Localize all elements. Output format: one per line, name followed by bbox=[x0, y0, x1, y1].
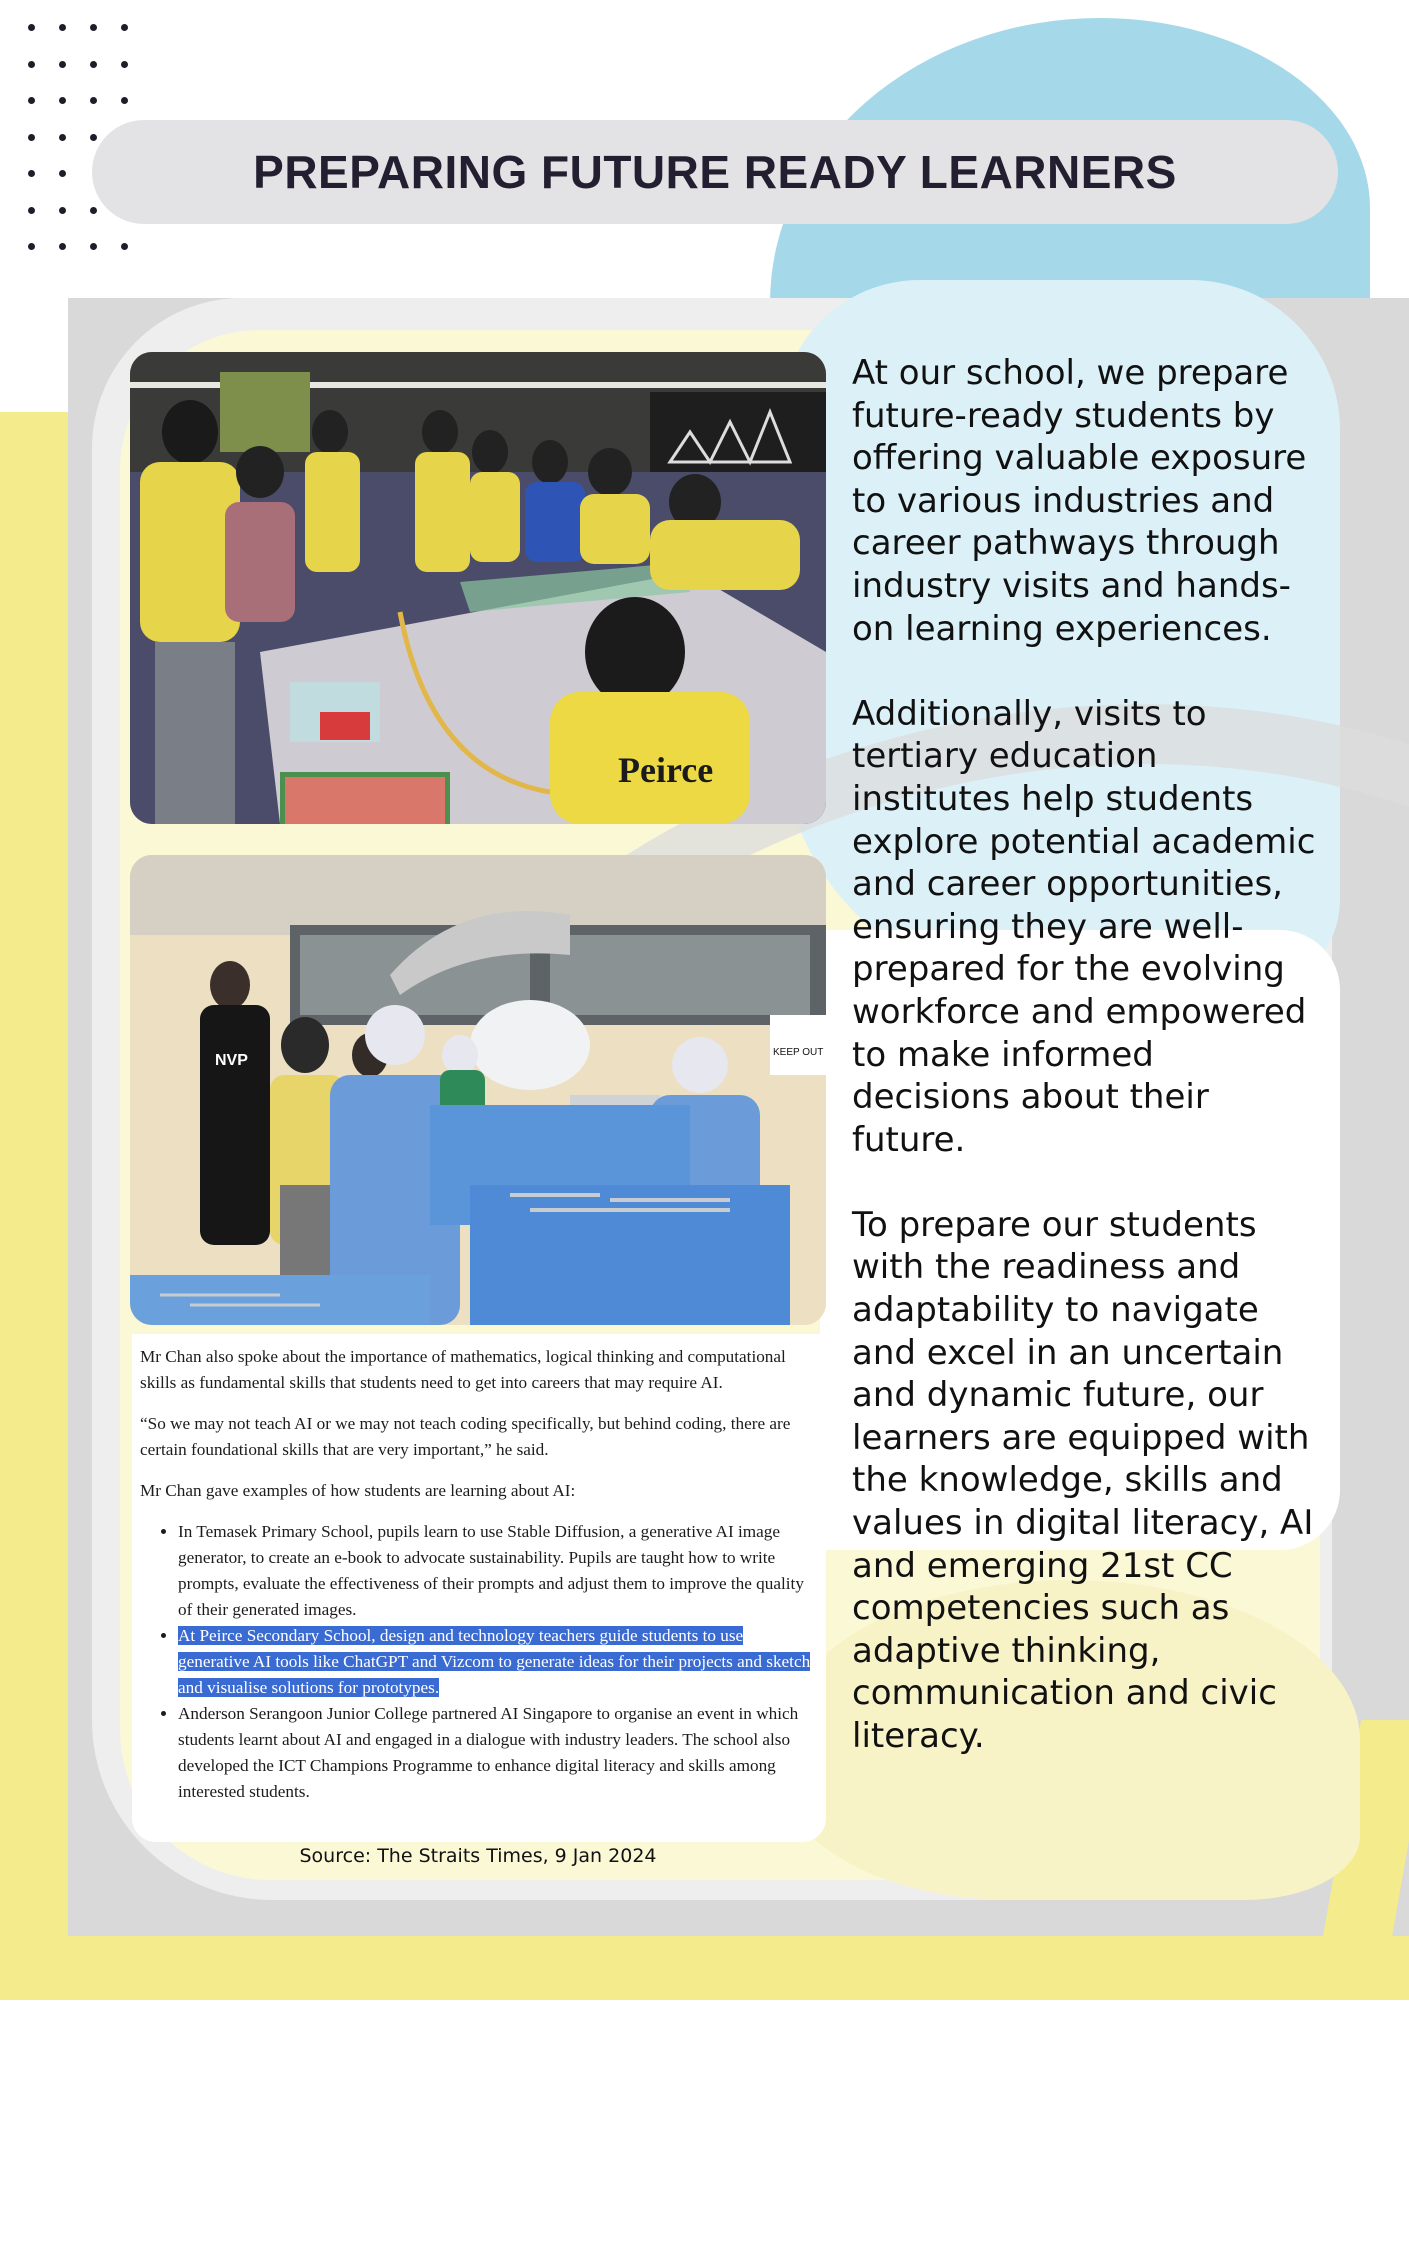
highlighted-text-selection[interactable]: At Peirce Secondary School, design and technology teachers guide students to use generative AI tools like ChatGPT and Vizcom to generate ideas for their projects and sketch and visualise solutions for prototypes. bbox=[178, 1626, 811, 1697]
dot bbox=[59, 243, 66, 250]
dot bbox=[90, 61, 97, 68]
article-bullet-text: Anderson Serangoon Junior College partnered AI Singapore to organise an event in which students learnt about AI and engaged in a dialogue with industry leaders. The school also developed the ICT Champions Programme to enhance digital literacy and skills among interested students. bbox=[178, 1704, 799, 1801]
dot bbox=[28, 243, 35, 250]
article-paragraph: “So we may not teach AI or we may not teach coding specifically, but behind coding, there are certain foundational skills that are very important,” he said. bbox=[140, 1414, 791, 1459]
dot bbox=[90, 207, 97, 214]
dot bbox=[121, 61, 128, 68]
dot bbox=[28, 134, 35, 141]
dot bbox=[121, 24, 128, 31]
body-paragraph-tertiary-visits: Additionally, visits to tertiary education institutes help students explore potential academic and career opportunities, ensuring they are well-prepared for the evolving workforce and empowered to make informed decisions about their future. bbox=[852, 693, 1316, 1160]
article-paragraph: Mr Chan also spoke about the importance of mathematics, logical thinking and computational skills as fundamental skills that students need to get into careers that may require AI. bbox=[140, 1347, 786, 1392]
photo-robotics-activity bbox=[130, 352, 826, 824]
dot bbox=[90, 134, 97, 141]
page-title: PREPARING FUTURE READY LEARNERS bbox=[253, 146, 1177, 198]
title-banner bbox=[92, 120, 1338, 224]
photo-students-operating-theatre-icon bbox=[130, 855, 826, 1325]
article-paragraph: Mr Chan gave examples of how students are learning about AI: bbox=[140, 1481, 576, 1500]
dot bbox=[59, 24, 66, 31]
article-bullet-item-highlighted bbox=[178, 1623, 816, 1701]
photo-operating-theatre-visit bbox=[130, 855, 826, 1325]
source-caption: Source: The Straits Times, 9 Jan 2024 bbox=[299, 1845, 657, 1867]
dot bbox=[121, 97, 128, 104]
dot bbox=[59, 134, 66, 141]
shirt-text-peirce: Peirce bbox=[618, 750, 714, 790]
dot bbox=[59, 207, 66, 214]
shirt-text-nvp: NVP bbox=[215, 1052, 248, 1069]
article-bullet-list bbox=[140, 1519, 816, 1805]
article-bullet-text: In Temasek Primary School, pupils learn to use Stable Diffusion, a generative AI image generator, to create an e-book to advocate sustainability. Pupils are taught how to write prompts, evaluate the effectiveness of their prompts and adjust them to improve the quality of their generated images. bbox=[178, 1522, 804, 1619]
dot bbox=[90, 97, 97, 104]
dot bbox=[90, 24, 97, 31]
article-bullet-item bbox=[178, 1519, 816, 1623]
dot bbox=[59, 97, 66, 104]
dot bbox=[121, 243, 128, 250]
dot bbox=[90, 243, 97, 250]
body-text-column bbox=[852, 352, 1322, 1800]
dot bbox=[59, 170, 66, 177]
dot bbox=[28, 207, 35, 214]
photo-students-robotics-table-icon bbox=[130, 352, 826, 824]
body-paragraph-industry-exposure: At our school, we prepare future-ready students by offering valuable exposure to various industries and career pathways through industry visits and hands-on learning experiences. bbox=[852, 353, 1307, 649]
body-paragraph-digital-literacy: To prepare our students with the readiness and adaptability to navigate and excel in an uncertain and dynamic future, our learners are equipped with the knowledge, skills and values in digital literacy, AI and emerging 21st CC competencies such as adaptive thinking, communication and civic literacy. bbox=[852, 1204, 1314, 1756]
sign-keep-out-text: KEEP OUT bbox=[773, 1047, 824, 1058]
dot bbox=[28, 97, 35, 104]
article-bullet-item bbox=[178, 1701, 816, 1805]
dot bbox=[28, 24, 35, 31]
news-article-excerpt bbox=[132, 1334, 826, 1842]
dot bbox=[59, 61, 66, 68]
dot bbox=[28, 170, 35, 177]
dot bbox=[28, 61, 35, 68]
